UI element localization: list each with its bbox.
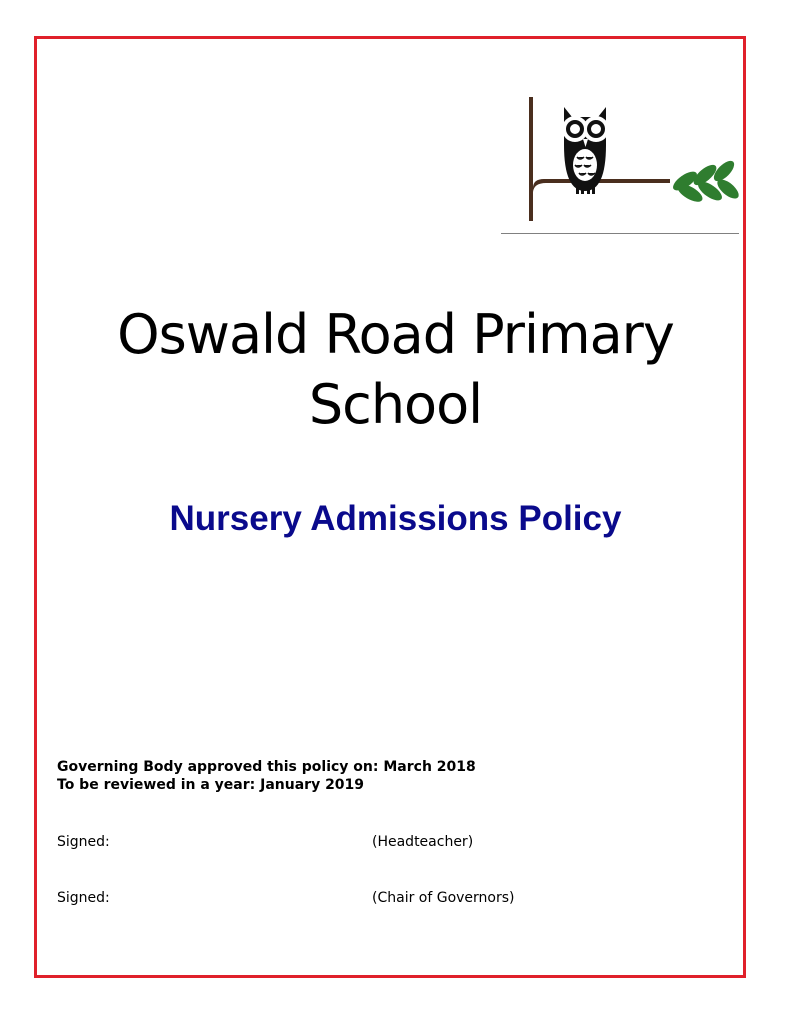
signatory-role: (Headteacher) [372, 834, 474, 850]
signed-label: Signed: [57, 890, 110, 906]
review-date-line: To be reviewed in a year: January 2019 [57, 777, 365, 793]
policy-title: Nursery Admissions Policy [169, 499, 622, 538]
signatory-role: (Chair of Governors) [372, 890, 515, 906]
school-name-line1: Oswald Road Primary [117, 303, 674, 366]
signed-label: Signed: [57, 834, 110, 850]
school-name-heading [60, 300, 731, 440]
approved-date-line: Governing Body approved this policy on: March 2018 [57, 759, 476, 775]
owl-logo-icon [520, 95, 742, 225]
approval-block [57, 758, 476, 794]
logo-divider [501, 233, 739, 234]
school-name-line2: School [308, 373, 483, 436]
